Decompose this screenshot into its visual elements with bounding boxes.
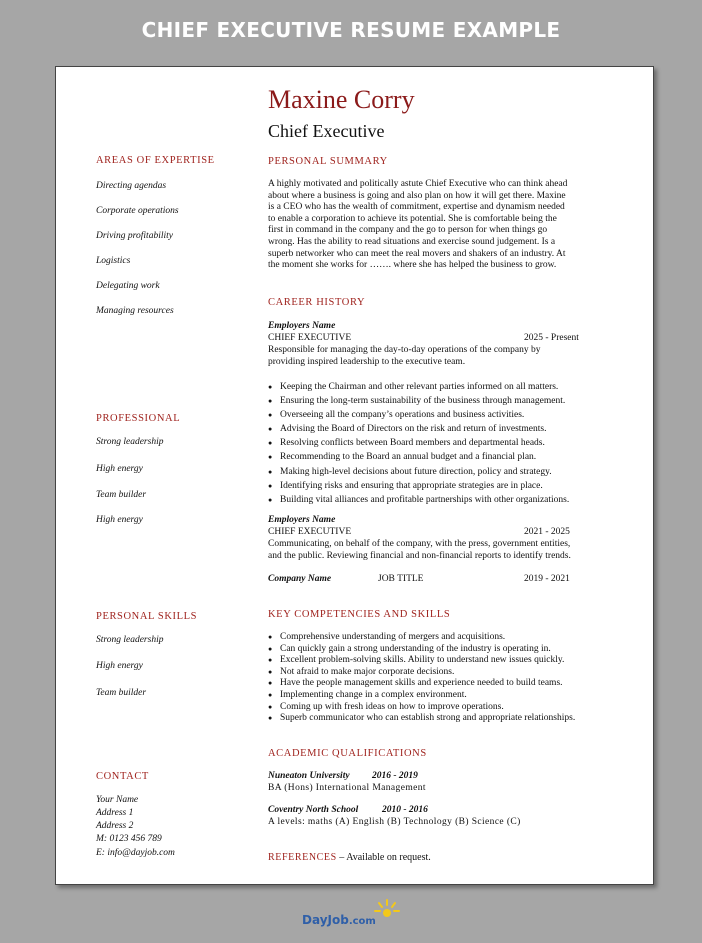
list-item: ● Ensuring the long-term sustainability of the business through management. (268, 394, 569, 408)
list-item: ● Implementing change in a complex environment. (268, 690, 575, 702)
expertise-item: Managing resources (96, 306, 174, 316)
academic-heading: ACADEMIC QUALIFICATIONS (268, 748, 427, 759)
job1-description: Responsible for managing the day-to-day operations of the company by providing inspired leadership to the executive team. (268, 345, 541, 367)
list-item: ● Advising the Board of Directors on the risk and return of investments. (268, 422, 569, 436)
job1-employer: Employers Name (268, 321, 336, 331)
contact-mobile: M: 0123 456 789 (96, 834, 162, 844)
professional-item: Strong leadership (96, 437, 164, 447)
list-item: ● Identifying risks and ensuring that appropriate strategies are in place. (268, 479, 569, 493)
contact-address-1: Address 1 (96, 808, 134, 818)
list-item: ● Comprehensive understanding of mergers and acquisitions. (268, 632, 575, 644)
references-line (268, 852, 431, 864)
page-banner: CHIEF EXECUTIVE RESUME EXAMPLE (141, 18, 561, 42)
list-item: ● Keeping the Chairman and other relevant parties informed on all matters. (268, 380, 569, 394)
list-item: ● Not afraid to make major corporate decisions. (268, 667, 575, 679)
degree-2: A levels: maths (A) English (B) Technology (B) Science (C) (268, 817, 521, 827)
list-item: ● Excellent problem-solving skills. Ability to understand new issues quickly. (268, 655, 575, 667)
job1-dates: 2025 - Present (524, 333, 579, 343)
degree-1: BA (Hons) International Management (268, 783, 426, 793)
summary-heading: PERSONAL SUMMARY (268, 156, 388, 167)
expertise-heading: AREAS OF EXPERTISE (96, 155, 215, 166)
school-1-dates: 2016 - 2019 (372, 771, 418, 781)
list-item: ● Have the people management skills and experience needed to build teams. (268, 678, 575, 690)
school-2-dates: 2010 - 2016 (382, 805, 428, 815)
job3-title: JOB TITLE (378, 574, 424, 584)
professional-item: Team builder (96, 490, 147, 500)
list-item: ● Can quickly gain a strong understanding of the industry is operating in. (268, 644, 575, 656)
personal-skill-item: High energy (96, 661, 143, 671)
job2-description: Communicating, on behalf of the company, with the press, government entities, and the public. Reviewing financial and non-financial reports to identify trends. (268, 539, 571, 561)
competencies-heading: KEY COMPETENCIES AND SKILLS (268, 609, 451, 620)
job3-dates: 2019 - 2021 (524, 574, 570, 584)
professional-heading: PROFESSIONAL (96, 413, 181, 424)
professional-item: High energy (96, 464, 143, 474)
list-item: ● Coming up with fresh ideas on how to improve operations. (268, 702, 575, 714)
contact-address-2: Address 2 (96, 821, 134, 831)
sun-icon (373, 898, 401, 924)
career-heading: CAREER HISTORY (268, 297, 366, 308)
personal-skill-item: Strong leadership (96, 635, 164, 645)
list-item: ● Overseeing all the company’s operations and business activities. (268, 408, 569, 422)
job2-role: CHIEF EXECUTIVE (268, 527, 352, 537)
candidate-title: Chief Executive (268, 121, 385, 141)
expertise-item: Corporate operations (96, 206, 179, 216)
expertise-item: Directing agendas (96, 181, 167, 191)
job1-bullets (268, 380, 569, 507)
resume-page (55, 66, 654, 885)
references-label: REFERENCES (268, 852, 337, 863)
expertise-item: Delegating work (96, 281, 160, 291)
job1-role: CHIEF EXECUTIVE (268, 333, 352, 343)
dayjob-logo[interactable]: DayJob.com (302, 913, 376, 927)
contact-email: E: info@dayjob.com (96, 848, 175, 858)
list-item: ● Building vital alliances and profitable partnerships with other organizations. (268, 493, 569, 507)
personal-skill-item: Team builder (96, 688, 147, 698)
candidate-name: Maxine Corry (268, 85, 415, 114)
list-item: ● Recommending to the Board an annual budget and a financial plan. (268, 450, 569, 464)
list-item: ● Making high-level decisions about future direction, policy and strategy. (268, 465, 569, 479)
competencies-list (268, 632, 575, 725)
contact-heading: CONTACT (96, 771, 149, 782)
personal-skills-heading: PERSONAL SKILLS (96, 611, 198, 622)
expertise-item: Driving profitability (96, 231, 173, 241)
references-text: – Available on request. (336, 852, 431, 863)
job2-employer: Employers Name (268, 515, 336, 525)
list-item: ● Resolving conflicts between Board members and departmental heads. (268, 436, 569, 450)
professional-item: High energy (96, 515, 143, 525)
job3-company: Company Name (268, 574, 332, 584)
list-item: ● Superb communicator who can establish strong and appropriate relationships. (268, 713, 575, 725)
job2-dates: 2021 - 2025 (524, 527, 570, 537)
expertise-item: Logistics (96, 256, 131, 266)
school-2: Coventry North School (268, 805, 359, 815)
contact-name: Your Name (96, 795, 139, 805)
school-1: Nuneaton University (268, 771, 350, 781)
summary-text: A highly motivated and politically astute Chief Executive who can think ahead about where a business is going and also plan on how it will get there. Maxine is a CEO who has the wealth of commitment, expertise and dynamism needed to enable a corporation to achieve its potential. She is comfortable being the first in command in the company and the go to person for when things go wrong. Has the ability to read situations and exercise sound judgement. Is a superb networker who can meet the real movers and shakers of an industry. At the moment she works for ……. where she has helped the business to grow. (268, 179, 568, 271)
